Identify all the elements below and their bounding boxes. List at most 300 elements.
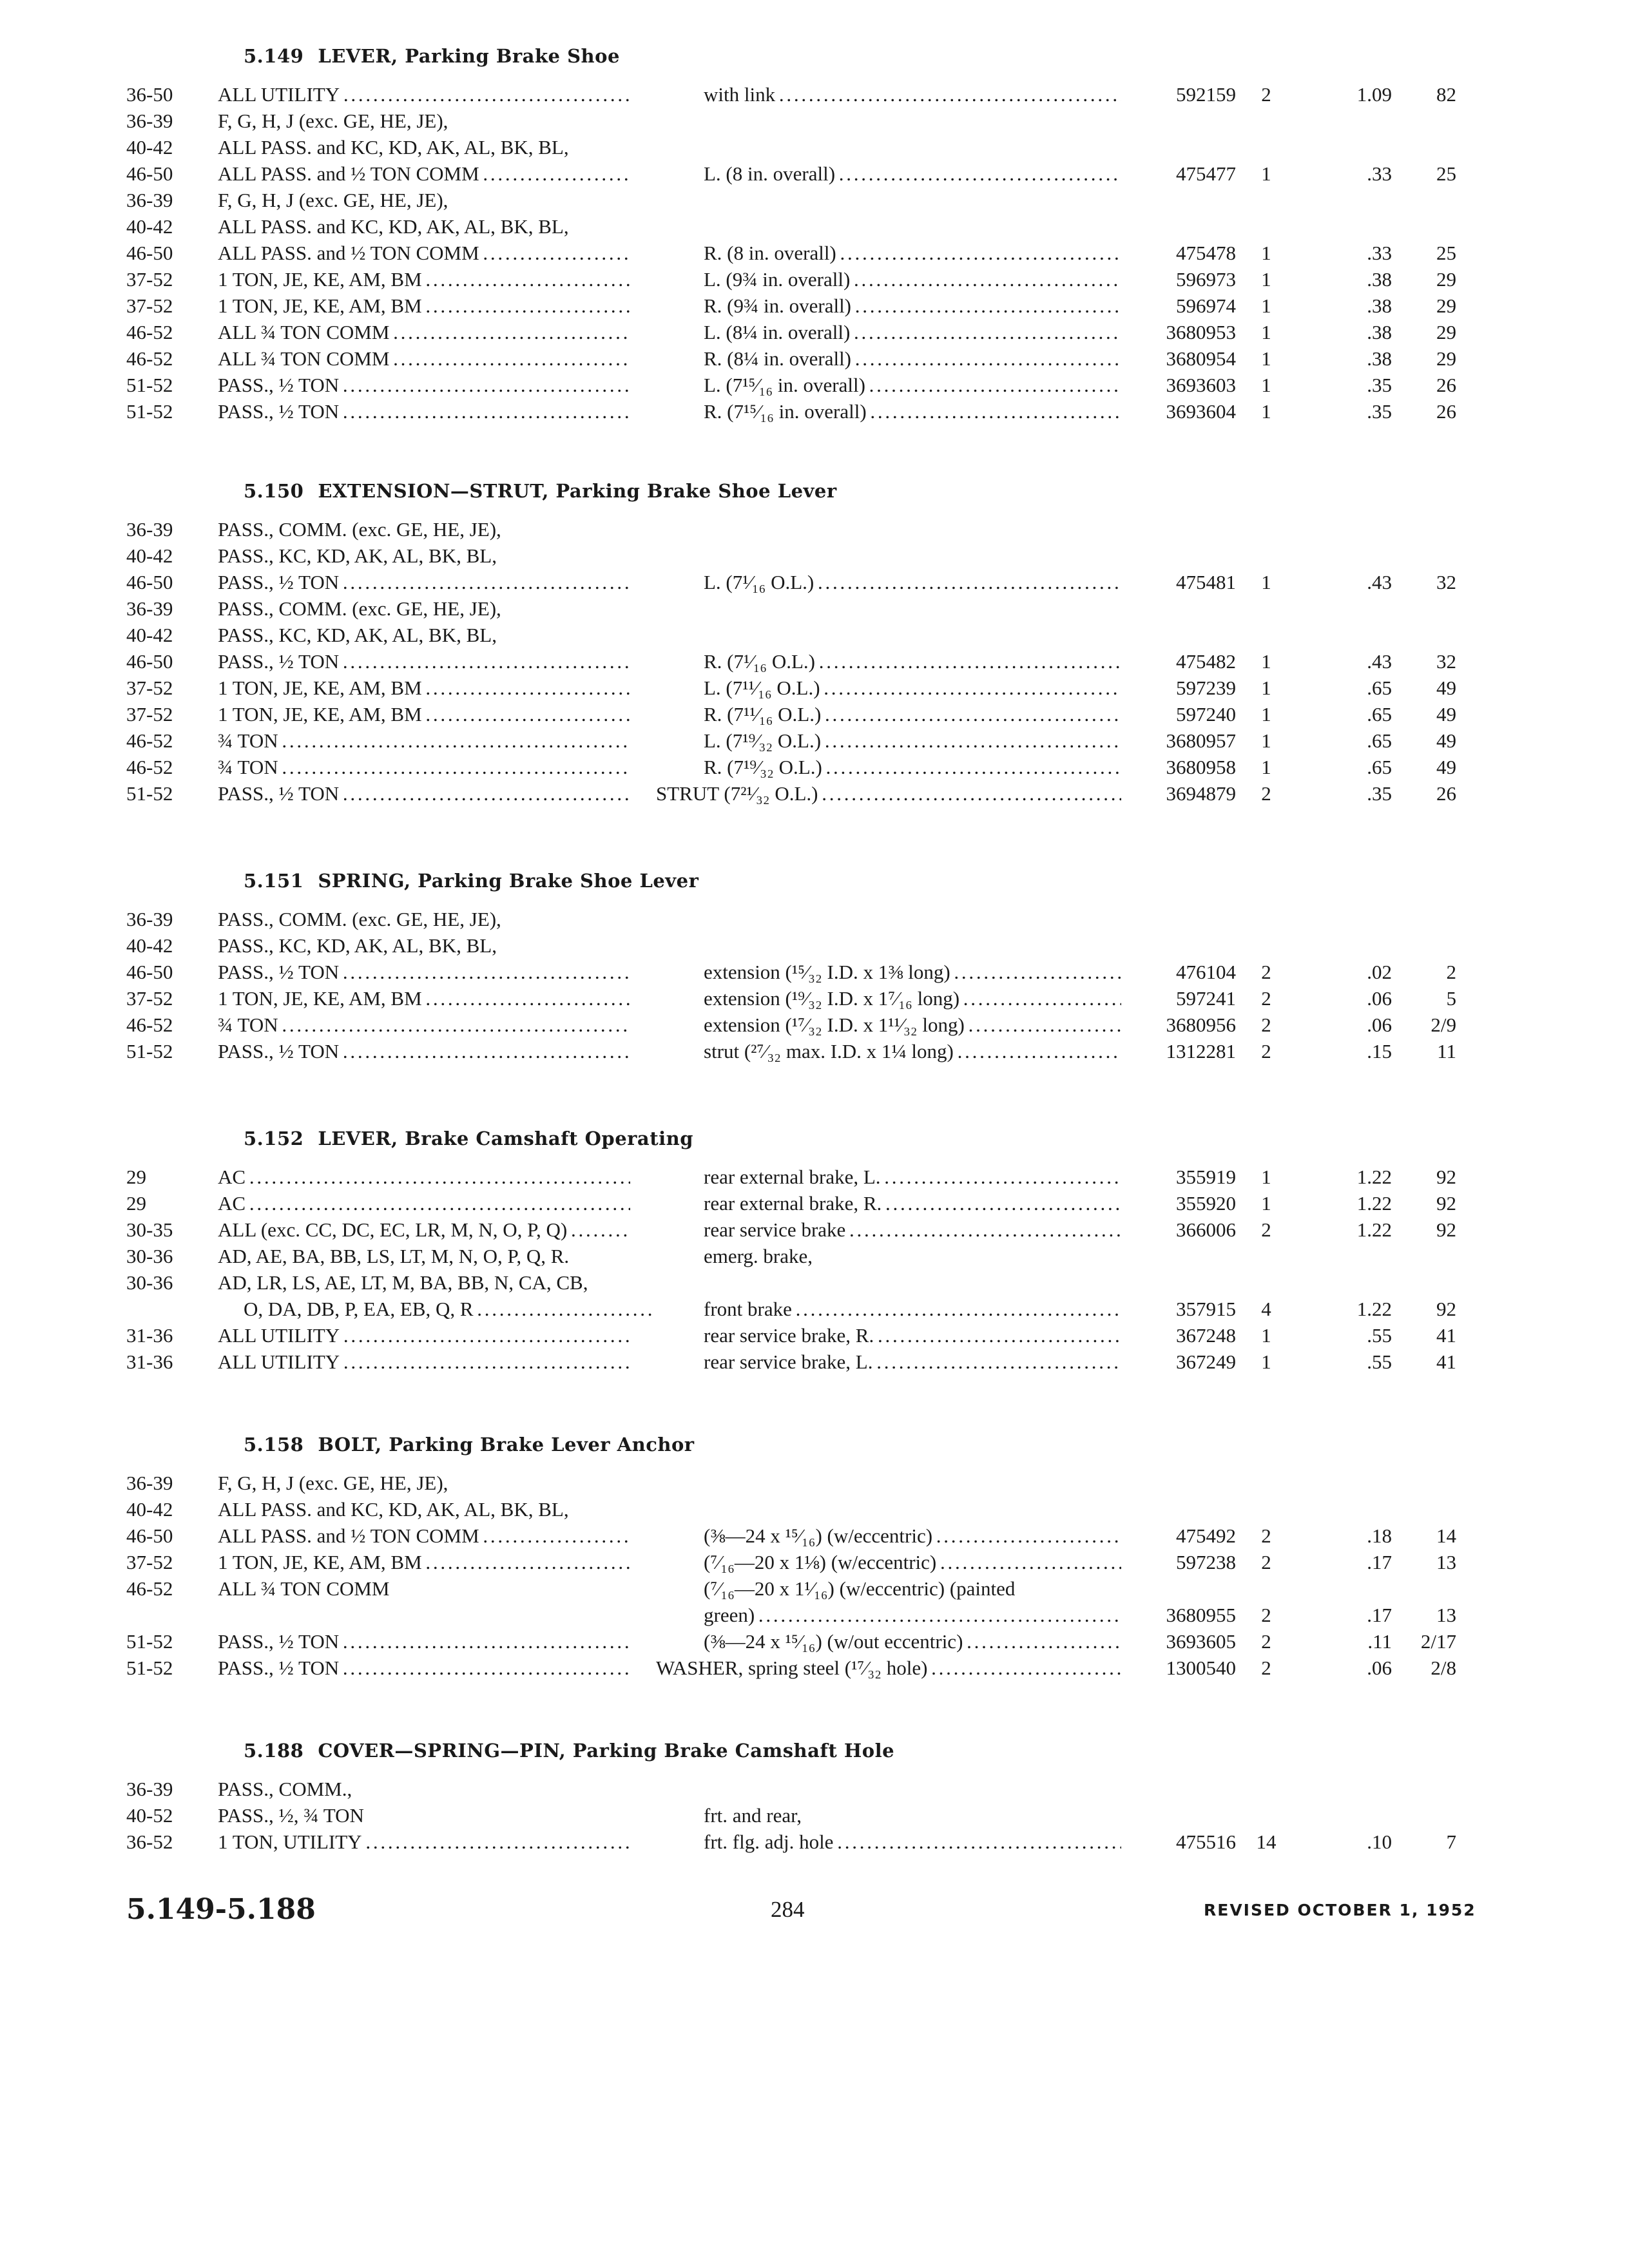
description-cell: WASHER, spring steel (¹⁷⁄₃₂ hole) . . . [656, 1655, 1121, 1681]
description-cell: L. (9¾ in. overall) . . . [704, 266, 1121, 293]
table-row [0, 398, 1629, 425]
table-row [0, 906, 1629, 932]
years-cell: 40-42 [126, 934, 173, 957]
table-row [0, 1602, 1629, 1628]
price-cell: .43 [1367, 571, 1392, 593]
price-cell: .65 [1367, 677, 1392, 699]
table-row [0, 108, 1629, 134]
table-row [0, 213, 1629, 240]
part-number-cell: 3680953 [1166, 321, 1236, 343]
years-cell: 36-39 [126, 189, 173, 211]
quantity-cell: 2 [1261, 83, 1271, 106]
quantity-cell: 1 [1261, 294, 1271, 317]
model-cell: ALL UTILITY . . . [218, 1322, 630, 1349]
model-cell: ALL ¾ TON COMM [218, 1577, 390, 1600]
page-number: 284 [771, 1897, 805, 1922]
package-cell: 92 [1436, 1166, 1456, 1188]
years-cell: 40-52 [126, 1804, 173, 1827]
part-number-cell: 1312281 [1166, 1040, 1236, 1062]
quantity-cell: 2 [1261, 1218, 1271, 1241]
years-cell: 29 [126, 1166, 146, 1188]
years-cell: 37-52 [126, 294, 173, 317]
part-number-cell: 366006 [1176, 1218, 1236, 1241]
price-cell: .18 [1367, 1524, 1392, 1547]
table-row [0, 985, 1629, 1012]
description-cell: R. (9¾ in. overall) . . . [704, 293, 1121, 319]
model-cell: PASS., ½ TON . . . [218, 959, 630, 985]
package-cell: 26 [1436, 400, 1456, 423]
description-cell: extension (¹⁹⁄₃₂ I.D. x 1⁷⁄₁₆ long) . . . [704, 985, 1121, 1012]
years-cell: 51-52 [126, 1040, 173, 1062]
years-cell: 46-52 [126, 321, 173, 343]
package-cell: 49 [1436, 756, 1456, 778]
section-number: 5.158 [244, 1434, 304, 1456]
description-cell: (⅜—24 x ¹⁵⁄₁₆) (w/eccentric) . . . [704, 1523, 1121, 1549]
table-row [0, 1216, 1629, 1243]
table-row [0, 1322, 1629, 1349]
years-cell: 46-50 [126, 1524, 173, 1547]
price-cell: .17 [1367, 1551, 1392, 1573]
table-row [0, 932, 1629, 959]
revision-date: REVISED OCTOBER 1, 1952 [1204, 1901, 1476, 1919]
price-cell: .65 [1367, 703, 1392, 726]
table-row [0, 187, 1629, 213]
quantity-cell: 2 [1261, 1657, 1271, 1679]
quantity-cell: 1 [1261, 1324, 1271, 1347]
years-cell: 36-39 [126, 597, 173, 620]
years-cell: 40-42 [126, 136, 173, 159]
price-cell: .43 [1367, 650, 1392, 673]
section-title [244, 1434, 695, 1456]
section-heading: EXTENSION—STRUT, Parking Brake Shoe Lever [318, 480, 837, 502]
quantity-cell: 1 [1261, 162, 1271, 185]
model-cell: ALL PASS. and KC, KD, AK, AL, BK, BL, [218, 215, 569, 238]
table-row [0, 516, 1629, 543]
price-cell: .06 [1367, 987, 1392, 1010]
price-cell: 1.22 [1356, 1298, 1392, 1320]
package-cell: 32 [1436, 571, 1456, 593]
section-number: 5.188 [244, 1740, 304, 1762]
part-number-cell: 475481 [1176, 571, 1236, 593]
quantity-cell: 4 [1261, 1298, 1271, 1320]
quantity-cell: 1 [1261, 321, 1271, 343]
model-cell: AD, LR, LS, AE, LT, M, BA, BB, N, CA, CB, [218, 1271, 588, 1294]
price-cell: 1.09 [1356, 83, 1392, 106]
part-number-cell: 597238 [1176, 1551, 1236, 1573]
price-cell: .15 [1367, 1040, 1392, 1062]
description-cell: R. (7¹⁵⁄₁₆ in. overall) . . . [704, 398, 1121, 425]
table-row [0, 134, 1629, 160]
section-number: 5.151 [244, 870, 304, 892]
part-number-cell: 597240 [1176, 703, 1236, 726]
model-cell: PASS., KC, KD, AK, AL, BK, BL, [218, 934, 497, 957]
model-cell: ¾ TON . . . [218, 727, 630, 754]
years-cell: 46-52 [126, 1014, 173, 1036]
package-cell: 5 [1446, 987, 1456, 1010]
model-cell: O, DA, DB, P, EA, EB, Q, R . . . [244, 1296, 656, 1322]
price-cell: .33 [1367, 162, 1392, 185]
part-number-cell: 3693603 [1166, 374, 1236, 396]
package-cell: 82 [1436, 83, 1456, 106]
model-cell: PASS., COMM. (exc. GE, HE, JE), [218, 518, 501, 541]
part-number-cell: 597239 [1176, 677, 1236, 699]
table-row [0, 1549, 1629, 1575]
model-cell: PASS., KC, KD, AK, AL, BK, BL, [218, 544, 497, 567]
package-cell: 2 [1446, 961, 1456, 983]
price-cell: .35 [1367, 782, 1392, 805]
model-cell: ¾ TON . . . [218, 754, 630, 780]
package-cell: 25 [1436, 242, 1456, 264]
years-cell: 37-52 [126, 677, 173, 699]
price-cell: .65 [1367, 756, 1392, 778]
part-number-cell: 475516 [1176, 1831, 1236, 1853]
table-row [0, 81, 1629, 108]
model-cell: 1 TON, JE, KE, AM, BM . . . [218, 293, 630, 319]
part-number-cell: 3680958 [1166, 756, 1236, 778]
model-cell: PASS., ½, ¾ TON [218, 1804, 364, 1827]
package-cell: 26 [1436, 374, 1456, 396]
years-cell: 51-52 [126, 782, 173, 805]
table-row [0, 1628, 1629, 1655]
description-cell: rear external brake, L. . . . [704, 1164, 1121, 1190]
price-cell: .38 [1367, 294, 1392, 317]
years-cell: 46-50 [126, 961, 173, 983]
quantity-cell: 1 [1261, 703, 1271, 726]
package-cell: 41 [1436, 1350, 1456, 1373]
part-number-cell: 596974 [1176, 294, 1236, 317]
model-cell: ALL PASS. and KC, KD, AK, AL, BK, BL, [218, 1498, 569, 1521]
section-heading: SPRING, Parking Brake Shoe Lever [318, 870, 699, 892]
description-cell: (⅜—24 x ¹⁵⁄₁₆) (w/out eccentric) . . . [704, 1628, 1121, 1655]
section-range: 5.149-5.188 [126, 1893, 316, 1926]
description-cell: L. (7¹⁄₁₆ O.L.) . . . [704, 569, 1121, 595]
description-cell: L. (8¼ in. overall) . . . [704, 319, 1121, 345]
table-row [0, 701, 1629, 727]
part-number-cell: 3680955 [1166, 1604, 1236, 1626]
description-cell: (⁷⁄₁₆—20 x 1⅛) (w/eccentric) . . . [704, 1549, 1121, 1575]
quantity-cell: 2 [1261, 1014, 1271, 1036]
years-cell: 46-52 [126, 729, 173, 752]
quantity-cell: 2 [1261, 1040, 1271, 1062]
quantity-cell: 2 [1261, 1604, 1271, 1626]
model-cell: PASS., ½ TON . . . [218, 1655, 630, 1681]
package-cell: 2/8 [1431, 1657, 1456, 1679]
table-row [0, 240, 1629, 266]
years-cell: 51-52 [126, 1657, 173, 1679]
description-cell: rear service brake, L. . . . [704, 1349, 1121, 1375]
package-cell: 7 [1446, 1831, 1456, 1853]
description-cell: L. (8 in. overall) . . . [704, 160, 1121, 187]
years-cell: 46-50 [126, 162, 173, 185]
package-cell: 29 [1436, 347, 1456, 370]
years-cell: 36-52 [126, 1831, 173, 1853]
description-cell: frt. flg. adj. hole . . . [704, 1829, 1121, 1855]
description-cell: rear service brake, R. . . . [704, 1322, 1121, 1349]
quantity-cell: 2 [1261, 961, 1271, 983]
section-title [244, 480, 837, 502]
model-cell: PASS., ½ TON . . . [218, 398, 630, 425]
model-cell: 1 TON, JE, KE, AM, BM . . . [218, 1549, 630, 1575]
package-cell: 92 [1436, 1192, 1456, 1215]
description-cell: R. (7¹⁹⁄₃₂ O.L.) . . . [704, 754, 1121, 780]
model-cell: ALL UTILITY . . . [218, 81, 630, 108]
section-title [244, 1128, 693, 1149]
model-cell: PASS., COMM. (exc. GE, HE, JE), [218, 597, 501, 620]
table-row [0, 1164, 1629, 1190]
model-cell: F, G, H, J (exc. GE, HE, JE), [218, 110, 448, 132]
price-cell: .65 [1367, 729, 1392, 752]
description-cell: R. (8 in. overall) . . . [704, 240, 1121, 266]
section-number: 5.149 [244, 45, 304, 67]
years-cell: 36-50 [126, 83, 173, 106]
part-number-cell: 3680954 [1166, 347, 1236, 370]
description-cell: rear service brake . . . [704, 1216, 1121, 1243]
years-cell: 36-39 [126, 518, 173, 541]
part-number-cell: 3693604 [1166, 400, 1236, 423]
description-cell: with link . . . [704, 81, 1121, 108]
years-cell: 46-52 [126, 1577, 173, 1600]
part-number-cell: 475482 [1176, 650, 1236, 673]
description-cell: STRUT (7²¹⁄₃₂ O.L.) . . . [656, 780, 1121, 807]
table-row [0, 293, 1629, 319]
price-cell: .35 [1367, 400, 1392, 423]
table-row [0, 543, 1629, 569]
part-number-cell: 596973 [1176, 268, 1236, 291]
package-cell: 49 [1436, 703, 1456, 726]
description-cell: green) . . . [704, 1602, 1121, 1628]
table-row [0, 1243, 1629, 1269]
part-number-cell: 357915 [1176, 1298, 1236, 1320]
price-cell: .55 [1367, 1324, 1392, 1347]
table-row [0, 675, 1629, 701]
section-heading: LEVER, Parking Brake Shoe [318, 45, 620, 67]
model-cell: 1 TON, JE, KE, AM, BM . . . [218, 985, 630, 1012]
model-cell: ALL ¾ TON COMM . . . [218, 345, 630, 372]
years-cell: 29 [126, 1192, 146, 1215]
section-heading: COVER—SPRING—PIN, Parking Brake Camshaft Hole [318, 1740, 895, 1762]
model-cell: PASS., COMM. (exc. GE, HE, JE), [218, 908, 501, 930]
quantity-cell: 1 [1261, 729, 1271, 752]
table-row [0, 1470, 1629, 1496]
section-heading: LEVER, Brake Camshaft Operating [318, 1128, 693, 1149]
description-cell: L. (7¹⁵⁄₁₆ in. overall) . . . [704, 372, 1121, 398]
package-cell: 14 [1436, 1524, 1456, 1547]
description-cell: extension (¹⁵⁄₃₂ I.D. x 1⅜ long) . . . [704, 959, 1121, 985]
years-cell: 46-50 [126, 571, 173, 593]
part-number-cell: 592159 [1176, 83, 1236, 106]
table-row [0, 569, 1629, 595]
years-cell: 46-52 [126, 347, 173, 370]
years-cell: 36-39 [126, 1778, 173, 1800]
section-title [244, 870, 699, 892]
model-cell: ALL PASS. and ½ TON COMM . . . [218, 1523, 630, 1549]
years-cell: 31-36 [126, 1324, 173, 1347]
section-number: 5.150 [244, 480, 304, 502]
price-cell: .11 [1367, 1630, 1392, 1653]
package-cell: 29 [1436, 294, 1456, 317]
package-cell: 92 [1436, 1298, 1456, 1320]
price-cell: 1.22 [1356, 1192, 1392, 1215]
price-cell: .38 [1367, 321, 1392, 343]
table-row [0, 727, 1629, 754]
price-cell: 1.22 [1356, 1166, 1392, 1188]
model-cell: PASS., KC, KD, AK, AL, BK, BL, [218, 624, 497, 646]
part-number-cell: 367249 [1176, 1350, 1236, 1373]
model-cell: AC . . . [218, 1164, 630, 1190]
package-cell: 13 [1436, 1551, 1456, 1573]
description-cell: strut (²⁷⁄₃₂ max. I.D. x 1¼ long) . . . [704, 1038, 1121, 1064]
part-number-cell: 3694879 [1166, 782, 1236, 805]
quantity-cell: 1 [1261, 1192, 1271, 1215]
table-row [0, 1496, 1629, 1523]
package-cell: 2/17 [1420, 1630, 1456, 1653]
years-cell: 30-36 [126, 1271, 173, 1294]
section-heading: BOLT, Parking Brake Lever Anchor [318, 1434, 695, 1456]
description-cell: (⁷⁄₁₆—20 x 1¹⁄₁₆) (w/eccentric) (painted [704, 1577, 1016, 1600]
table-row [0, 1012, 1629, 1038]
part-number-cell: 475477 [1176, 162, 1236, 185]
table-row [0, 345, 1629, 372]
table-row [0, 1038, 1629, 1064]
table-row [0, 754, 1629, 780]
quantity-cell: 14 [1256, 1831, 1277, 1853]
quantity-cell: 1 [1261, 400, 1271, 423]
table-row [0, 1349, 1629, 1375]
years-cell: 37-52 [126, 268, 173, 291]
part-number-cell: 1300540 [1166, 1657, 1236, 1679]
description-cell: rear external brake, R. . . . [704, 1190, 1121, 1216]
package-cell: 26 [1436, 782, 1456, 805]
years-cell: 37-52 [126, 703, 173, 726]
years-cell: 30-35 [126, 1218, 173, 1241]
description-cell: R. (7¹⁄₁₆ O.L.) . . . [704, 648, 1121, 675]
years-cell: 51-52 [126, 374, 173, 396]
years-cell: 51-52 [126, 400, 173, 423]
table-row [0, 1575, 1629, 1602]
table-row [0, 372, 1629, 398]
quantity-cell: 2 [1261, 782, 1271, 805]
table-row [0, 622, 1629, 648]
quantity-cell: 2 [1261, 1524, 1271, 1547]
years-cell: 46-52 [126, 756, 173, 778]
section-title [244, 45, 620, 67]
model-cell: PASS., ½ TON . . . [218, 569, 630, 595]
table-row [0, 1655, 1629, 1681]
part-number-cell: 3680956 [1166, 1014, 1236, 1036]
model-cell: ALL PASS. and ½ TON COMM . . . [218, 240, 630, 266]
description-cell: extension (¹⁷⁄₃₂ I.D. x 1¹¹⁄₃₂ long) . . . [704, 1012, 1121, 1038]
table-row [0, 780, 1629, 807]
package-cell: 92 [1436, 1218, 1456, 1241]
section-title [244, 1740, 894, 1762]
part-number-cell: 3680957 [1166, 729, 1236, 752]
model-cell: ALL ¾ TON COMM . . . [218, 319, 630, 345]
model-cell: PASS., ½ TON . . . [218, 648, 630, 675]
part-number-cell: 355920 [1176, 1192, 1236, 1215]
table-row [0, 1802, 1629, 1829]
model-cell: 1 TON, JE, KE, AM, BM . . . [218, 701, 630, 727]
years-cell: 37-52 [126, 987, 173, 1010]
quantity-cell: 1 [1261, 242, 1271, 264]
price-cell: 1.22 [1356, 1218, 1392, 1241]
quantity-cell: 1 [1261, 1350, 1271, 1373]
package-cell: 49 [1436, 677, 1456, 699]
quantity-cell: 1 [1261, 1166, 1271, 1188]
quantity-cell: 1 [1261, 374, 1271, 396]
price-cell: .55 [1367, 1350, 1392, 1373]
table-row [0, 959, 1629, 985]
years-cell: 40-42 [126, 624, 173, 646]
price-cell: .38 [1367, 268, 1392, 291]
quantity-cell: 1 [1261, 650, 1271, 673]
model-cell: 1 TON, UTILITY . . . [218, 1829, 630, 1855]
model-cell: PASS., COMM., [218, 1778, 352, 1800]
years-cell: 51-52 [126, 1630, 173, 1653]
price-cell: .17 [1367, 1604, 1392, 1626]
model-cell: PASS., ½ TON . . . [218, 1038, 630, 1064]
years-cell: 36-39 [126, 1472, 173, 1494]
model-cell: F, G, H, J (exc. GE, HE, JE), [218, 1472, 448, 1494]
price-cell: .10 [1367, 1831, 1392, 1853]
price-cell: .38 [1367, 347, 1392, 370]
years-cell: 37-52 [126, 1551, 173, 1573]
years-cell: 46-50 [126, 650, 173, 673]
part-number-cell: 367248 [1176, 1324, 1236, 1347]
part-number-cell: 475492 [1176, 1524, 1236, 1547]
table-row [0, 595, 1629, 622]
price-cell: .02 [1367, 961, 1392, 983]
years-cell: 30-36 [126, 1245, 173, 1267]
quantity-cell: 1 [1261, 677, 1271, 699]
model-cell: PASS., ½ TON . . . [218, 780, 630, 807]
package-cell: 49 [1436, 729, 1456, 752]
price-cell: .33 [1367, 242, 1392, 264]
quantity-cell: 1 [1261, 571, 1271, 593]
package-cell: 32 [1436, 650, 1456, 673]
description-cell: R. (7¹¹⁄₁₆ O.L.) . . . [704, 701, 1121, 727]
model-cell: ALL UTILITY . . . [218, 1349, 630, 1375]
table-row [0, 1269, 1629, 1296]
years-cell: 40-42 [126, 1498, 173, 1521]
years-cell: 36-39 [126, 908, 173, 930]
quantity-cell: 2 [1261, 987, 1271, 1010]
model-cell: AC . . . [218, 1190, 630, 1216]
package-cell: 2/9 [1431, 1014, 1456, 1036]
description-cell: L. (7¹⁹⁄₃₂ O.L.) . . . [704, 727, 1121, 754]
years-cell: 31-36 [126, 1350, 173, 1373]
part-number-cell: 597241 [1176, 987, 1236, 1010]
years-cell: 40-42 [126, 544, 173, 567]
model-cell: PASS., ½ TON . . . [218, 1628, 630, 1655]
model-cell: ALL PASS. and ½ TON COMM . . . [218, 160, 630, 187]
part-number-cell: 475478 [1176, 242, 1236, 264]
table-row [0, 1190, 1629, 1216]
table-row [0, 648, 1629, 675]
package-cell: 25 [1436, 162, 1456, 185]
part-number-cell: 476104 [1176, 961, 1236, 983]
table-row [0, 1296, 1629, 1322]
table-row [0, 266, 1629, 293]
model-cell: ¾ TON . . . [218, 1012, 630, 1038]
years-cell: 36-39 [126, 110, 173, 132]
quantity-cell: 1 [1261, 347, 1271, 370]
model-cell: ALL (exc. CC, DC, EC, LR, M, N, O, P, Q) . . . [218, 1216, 630, 1243]
description-cell: L. (7¹¹⁄₁₆ O.L.) . . . [704, 675, 1121, 701]
price-cell: .06 [1367, 1014, 1392, 1036]
table-row [0, 319, 1629, 345]
years-cell: 46-50 [126, 242, 173, 264]
part-number-cell: 3693605 [1166, 1630, 1236, 1653]
